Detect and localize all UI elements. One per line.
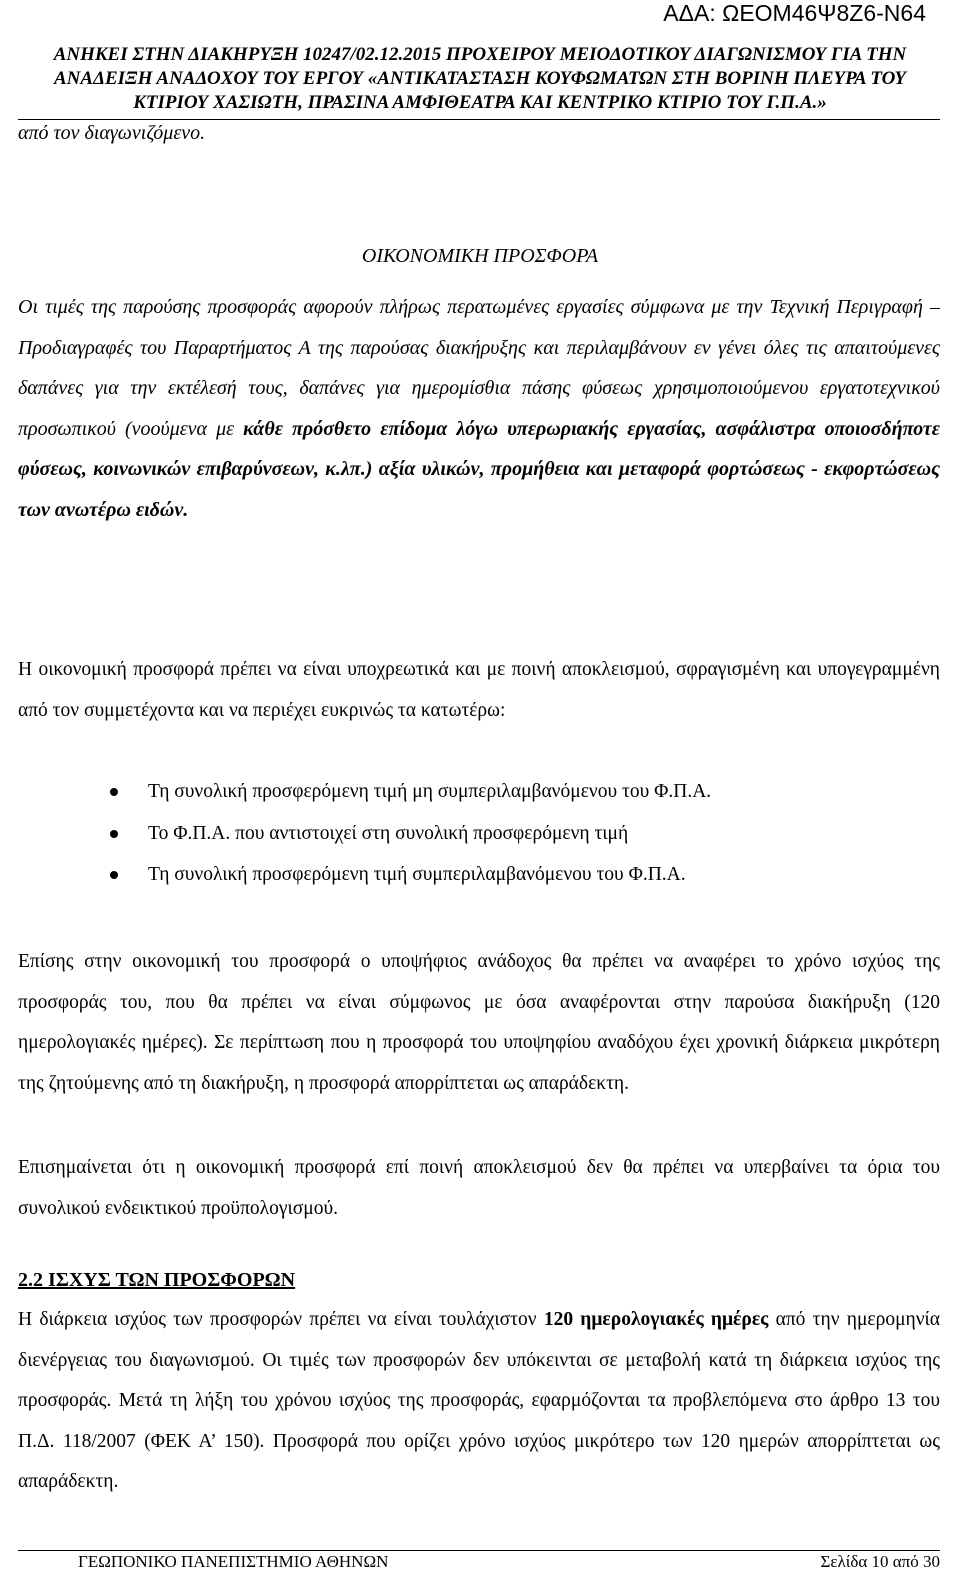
- section-text-before: Η διάρκεια ισχύος των προσφορών πρέπει να είναι τουλάχιστον: [18, 1309, 537, 1330]
- footer-institution: ΓΕΩΠΟΝΙΚΟ ΠΑΝΕΠΙΣΤΗΜΙΟ ΑΘΗΝΩΝ: [78, 1552, 389, 1571]
- footer-page-number: Σελίδα 10 από 30: [820, 1552, 940, 1571]
- section-bold-text: 120 ημερολογιακές ημέρες: [543, 1309, 769, 1330]
- offer-title: ΟΙΚΟΝΟΜΙΚΗ ΠΡΟΣΦΟΡΑ: [361, 245, 599, 267]
- list-item: Τη συνολική προσφερόμενη τιμή συμπεριλαμβανόμενου του Φ.Π.Α.: [108, 854, 711, 896]
- offer-paragraph: [18, 287, 940, 530]
- list-item: Το Φ.Π.Α. που αντιστοιχεί στη συνολική προσφερόμενη τιμή: [108, 813, 711, 855]
- section-text-after: από την ημερομηνία διενέργειας του διαγωνισμού. Οι τιμές των προσφορών δεν υπόκεινται σε μεταβολή κατά τη διάρκεια ισχύος της προσφοράς. Μετά τη λήξη του χρόνου ισχύος της προσφοράς, εφαρμόζονται τα προβλεπόμενα στο άρθρο 13 του Π.Δ. 118/2007 (ΦΕΚ Α’ 150). Προσφορά που ορίζει χρόνο ισχύος μικρότερο των 120 ημερών απορρίπτεται ως απαράδεκτη.: [18, 1309, 941, 1492]
- paragraph-budget-limit: Επισημαίνεται ότι η οικονομική προσφορά επί ποινή αποκλεισμού δεν θα πρέπει να υπερβαίνει τα όρια του συνολικού ενδεικτικού προϋπολογισμού.: [18, 1157, 940, 1219]
- list-item: Τη συνολική προσφερόμενη τιμή μη συμπεριλαμβανόμενου του Φ.Π.Α.: [108, 771, 711, 813]
- section-title: 2.2 ΙΣΧΥΣ ΤΩΝ ΠΡΟΣΦΟΡΩΝ: [18, 1269, 296, 1291]
- offer-paragraph-bold-text: κάθε πρόσθετο επίδομα λόγω υπερωριακής εργασίας, ασφάλιστρα οποιοσδήποτε φύσεως, κοινωνικών επιβαρύνσεων, κ.λπ.) αξία υλικών, προμήθεια και μεταφορά φορτώσεως - εκφορτώσεως των ανωτέρω ειδών.: [18, 417, 941, 521]
- document-header: [0, 43, 960, 115]
- paragraph-requirements: Η οικονομική προσφορά πρέπει να είναι υποχρεωτικά και με ποινή αποκλεισμού, σφραγισμένη και υπογεγραμμένη από τον συμμετέχοντα και να περιέχει ευκρινώς τα κατωτέρω:: [18, 659, 940, 721]
- section-paragraph: [18, 1300, 940, 1503]
- bullet-list: [108, 771, 711, 896]
- ada-code: ΑΔΑ: ΩΕΟΜ46Ψ8Ζ6-Ν64: [663, 0, 926, 26]
- header-line-3: ΚΤΙΡΙΟΥ ΧΑΣΙΩΤΗ, ΠΡΑΣΙΝΑ ΑΜΦΙΘΕΑΤΡΑ ΚΑΙ ΚΕΝΤΡΙΚΟ ΚΤΙΡΙΟ ΤΟΥ Γ.Π.Α.»: [133, 92, 827, 113]
- header-line-2: ΑΝΑΔΕΙΞΗ ΑΝΑΔΟΧΟΥ ΤΟΥ ΕΡΓΟΥ «ΑΝΤΙΚΑΤΑΣΤΑΣΗ ΚΟΥΦΩΜΑΤΩΝ ΣΤΗ ΒΟΡΙΝΗ ΠΛΕΥΡΑ ΤΟΥ: [54, 68, 906, 89]
- header-line-1: ΑΝΗΚΕΙ ΣΤΗΝ ΔΙΑΚΗΡΥΞΗ 10247/02.12.2015 ΠΡΟΧΕΙΡΟΥ ΜΕΙΟΔΟΤΙΚΟΥ ΔΙΑΓΩΝΙΣΜΟΥ ΓΙΑ ΤΗΝ: [53, 44, 907, 65]
- paragraph-validity-period: Επίσης στην οικονομική του προσφορά ο υποψήφιος ανάδοχος θα πρέπει να αναφέρει το χρόνο ισχύος της προσφοράς του, που θα πρέπει να είναι σύμφωνος με όσα αναφέρονται στην παρούσα διακήρυξη (120 ημερολογιακές ημέρες). Σε περίπτωση που η προσφορά του υποψηφίου αναδόχου έχει χρονική διάρκεια μικρότερη της ζητούμενης από τη διακήρυξη, η προσφορά απορρίπτεται ως απαράδεκτη.: [18, 951, 940, 1094]
- continuation-text: από τον διαγωνιζόμενο.: [18, 122, 206, 144]
- offer-paragraph-text: Οι τιμές της παρούσης προσφοράς αφορούν πλήρως περατωμένες εργασίες σύμφωνα με την Τεχνική Περιγραφή – Προδιαγραφές του Παραρτήματος Α της παρούσας διακήρυξης και περιλαμβάνουν εν γένει όλες τις απαιτούμενες δαπάνες για την εκτέλεσή τους, δαπάνες για ημερομίσθια πάσης φύσεως χρησιμοποιούμενου εργατοτεχνικού προσωπικού (νοούμενα με: [18, 296, 940, 440]
